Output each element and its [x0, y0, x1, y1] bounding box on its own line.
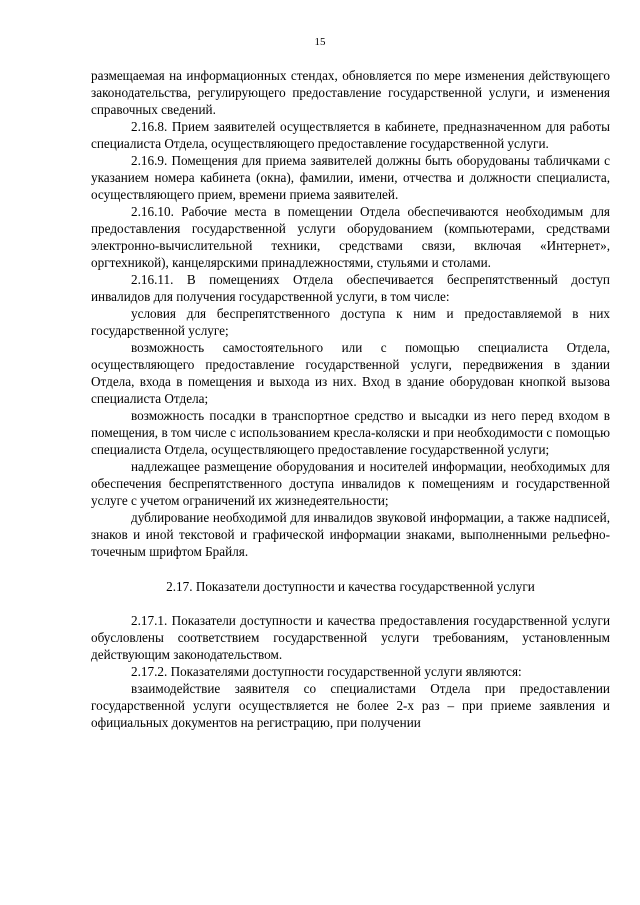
paragraph-2-16-8: 2.16.8. Прием заявителей осуществляется в кабинете, предназначенном для работы специалиста Отдела, осуществляющего предоставление государственной услуги. — [91, 119, 610, 151]
list-item-access-conditions: условия для беспрепятственного доступа к ним и предоставляемой в них государственной услуге; — [91, 306, 610, 338]
list-item-interaction: взаимодействие заявителя со специалистами Отдела при предоставлении государственной услуги осуществляется не более 2-х раз – при приеме заявления и официальных документов на регистрацию, при получении — [91, 681, 610, 730]
paragraph-continuation: размещаемая на информационных стендах, обновляется по мере изменения действующего законодательства, регулирующего предоставление государственной услуги, и изменения справочных сведений. — [91, 68, 610, 117]
list-item-transport: возможность посадки в транспортное средство и высадки из него перед входом в помещения, в том числе с использованием кресла-коляски и при необходимости с помощью специалиста Отдела, осуществляющего предоставление государственной услуги; — [91, 408, 610, 457]
paragraph-2-17-1: 2.17.1. Показатели доступности и качества предоставления государственной услуги обусловлены соответствием государственной услуги требованиям, установленным действующим законодательством. — [91, 613, 610, 662]
list-item-movement: возможность самостоятельного или с помощью специалиста Отдела, осуществляющего предоставление государственной услуги, передвижения в здании Отдела, входа в помещения и выхода из них. Вход в здание оборудован кнопкой вызова специалиста Отдела; — [91, 340, 610, 406]
paragraph-2-16-10: 2.16.10. Рабочие места в помещении Отдела обеспечиваются необходимым для предоставления государственной услуги оборудованием (компьютерами, средствами электронно-вычислительной техники, средствами связи, включая «Интернет», оргтехникой), канцелярскими принадлежностями, стульями и столами. — [91, 204, 610, 270]
paragraph-2-16-9: 2.16.9. Помещения для приема заявителей должны быть оборудованы табличками с указанием номера кабинета (окна), фамилии, имени, отчества и должности специалиста, осуществляющего прием, времени приема заявителей. — [91, 153, 610, 202]
page-number: 15 — [314, 36, 326, 48]
paragraph-2-16-11: 2.16.11. В помещениях Отдела обеспечивается беспрепятственный доступ инвалидов для получения государственной услуги, в том числе: — [91, 272, 610, 304]
list-item-braille: дублирование необходимой для инвалидов звуковой информации, а также надписей, знаков и иной текстовой и графической информации знаками, выполненными рельефно-точечным шрифтом Брайля. — [91, 510, 610, 559]
section-heading-2-17: 2.17. Показатели доступности и качества государственной услуги — [166, 579, 535, 594]
paragraph-2-17-2: 2.17.2. Показателями доступности государственной услуги являются: — [131, 664, 522, 679]
list-item-equipment: надлежащее размещение оборудования и носителей информации, необходимых для обеспечения беспрепятственного доступа инвалидов к помещениям и государственной услуге с учетом ограничений их жизнедеятельности; — [91, 459, 610, 508]
document-body — [91, 67, 610, 731]
